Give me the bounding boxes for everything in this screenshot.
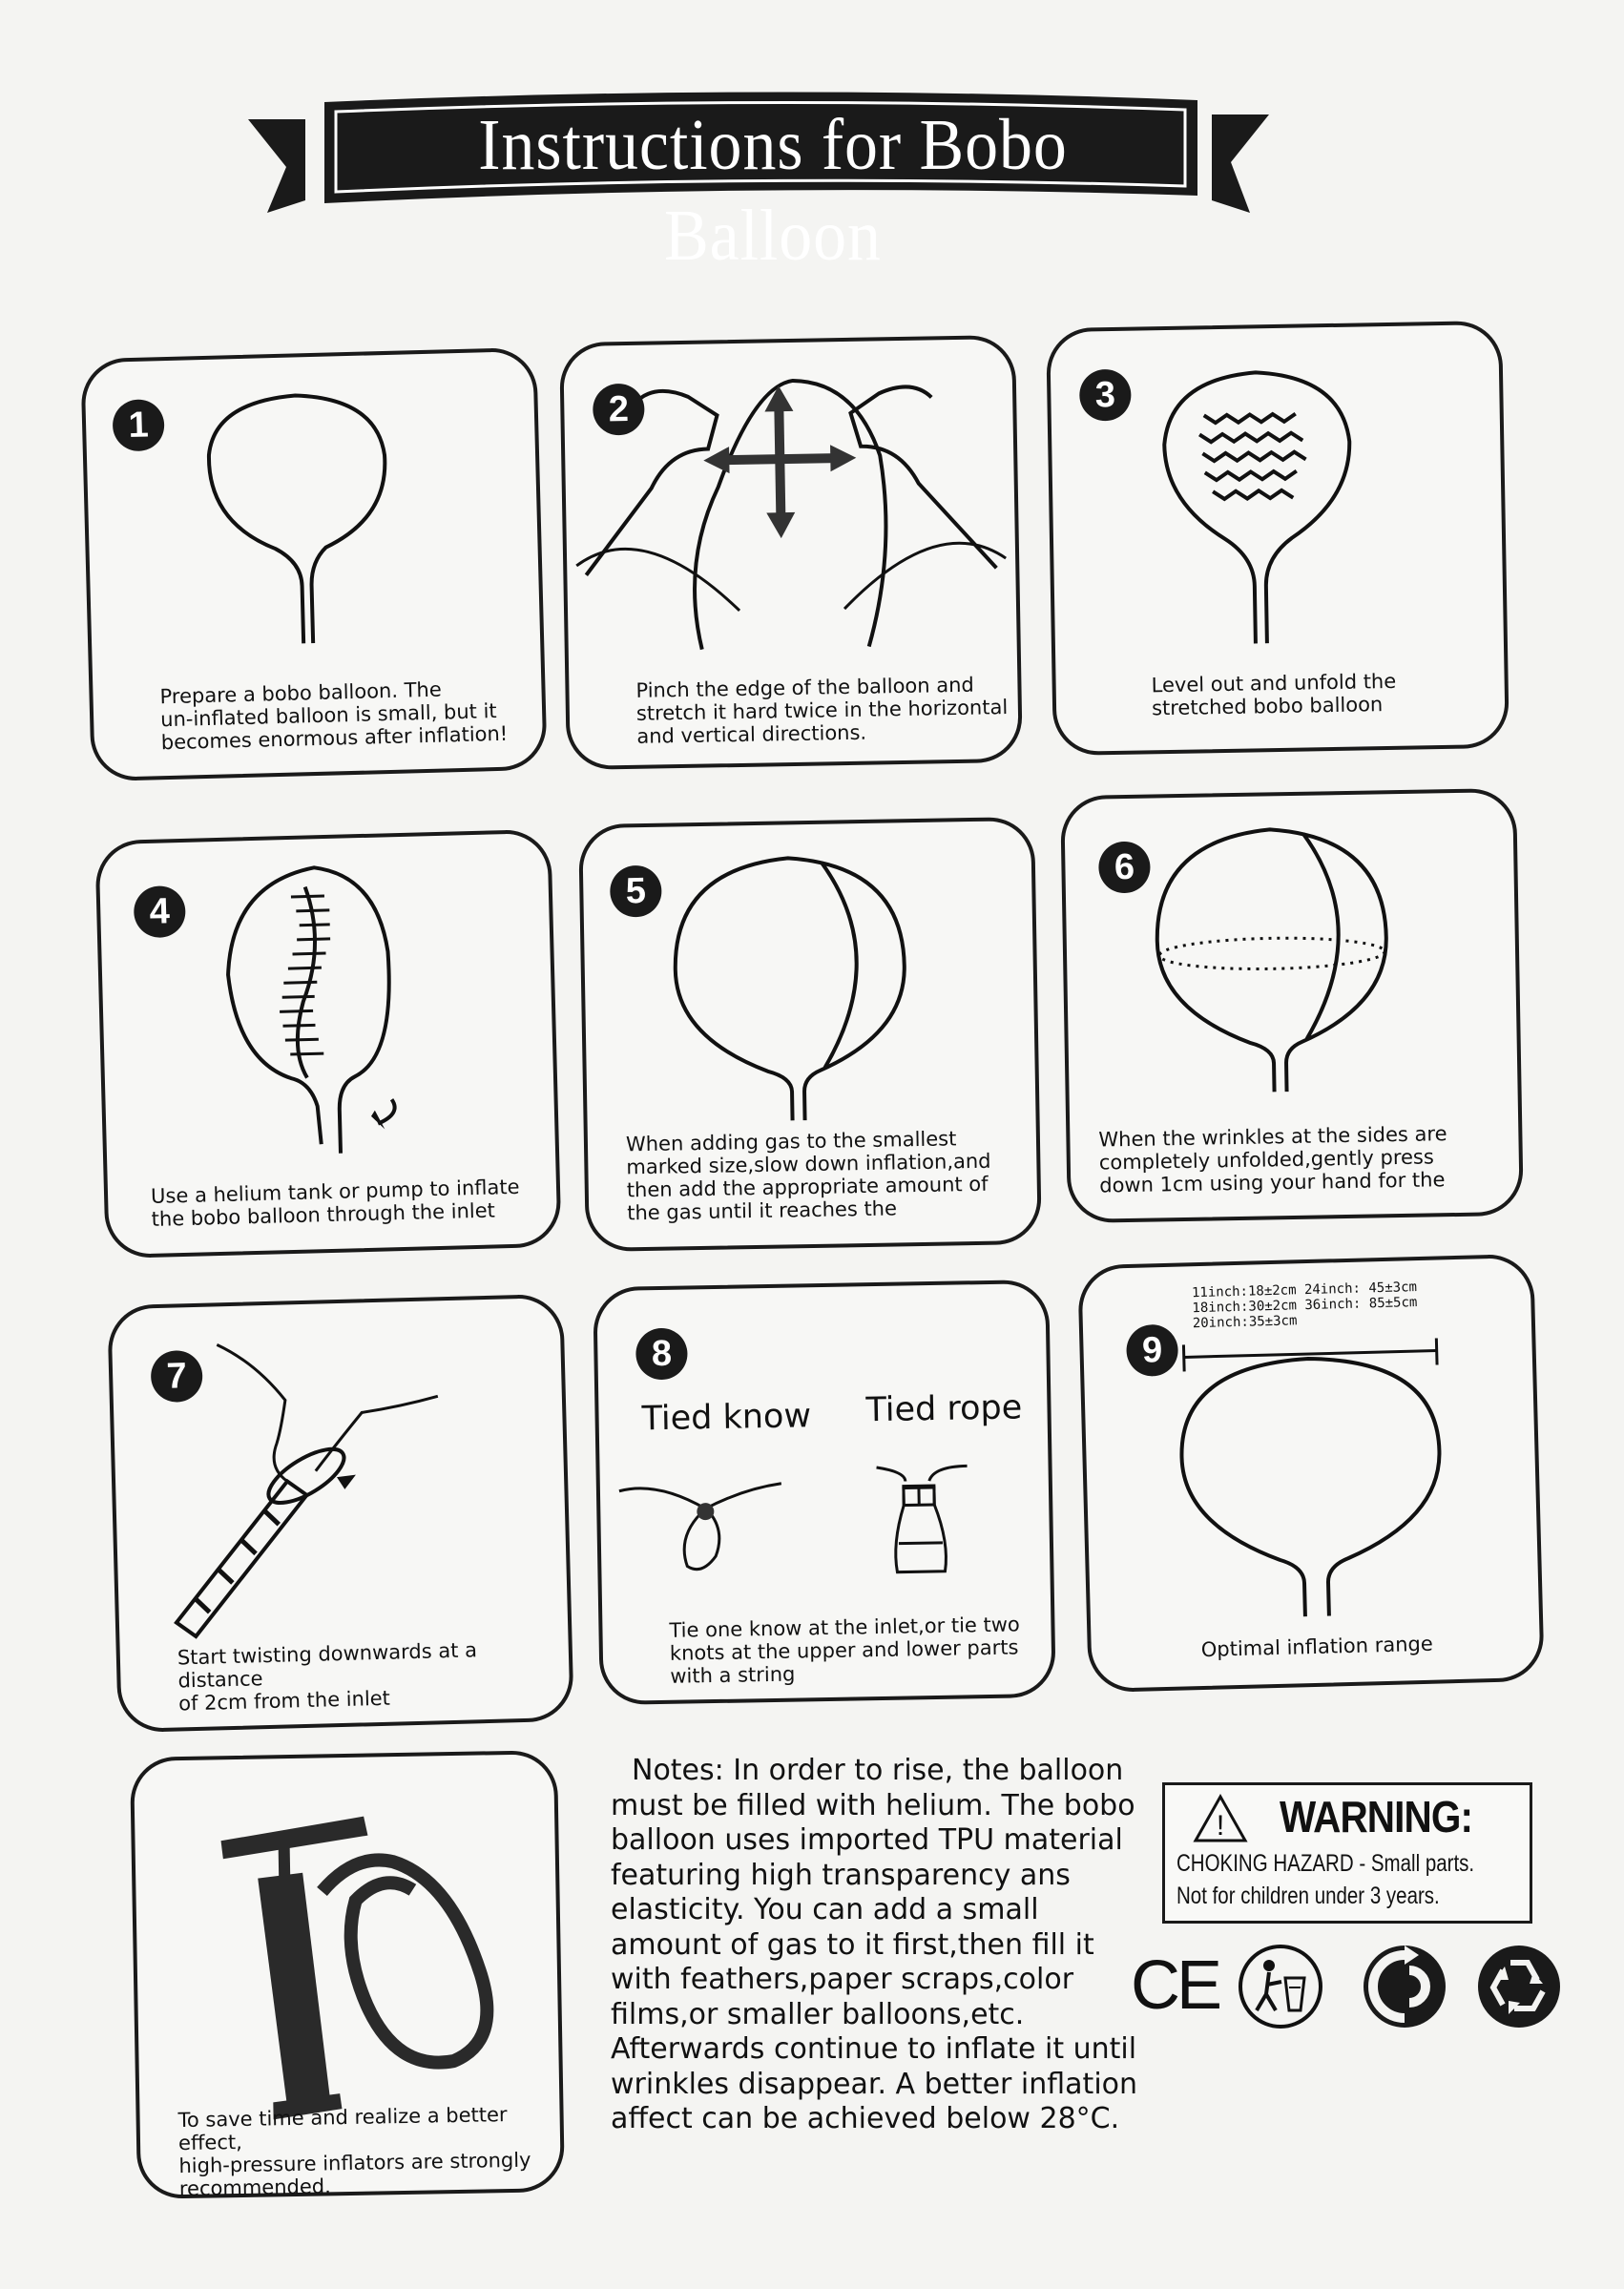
size-chart: 11inch:18±2cm 24inch: 45±3cm 18inch:30±2cm 36inch: 85±5cm 20inch:35±3cm (1191, 1280, 1418, 1332)
step-3-panel (1046, 321, 1509, 756)
svg-text:!: ! (1216, 1810, 1225, 1842)
step-2-panel (559, 335, 1023, 770)
step-5-caption: When adding gas to the smallest marked size,slow down inflation,and then add the appropriate amount of the gas until it reaches the (625, 1127, 991, 1225)
step-6-caption: When the wrinkles at the sides are completely unfolded,gently press down 1cm using your hand for the (1098, 1122, 1447, 1197)
step-9-panel (1077, 1254, 1545, 1693)
step-2-caption: Pinch the edge of the balloon and stretch it hard twice in the horizontal and vertical directions. (635, 673, 1009, 748)
warning-line-2: Not for children under 3 years. (1176, 1883, 1440, 1909)
step-6-panel (1060, 788, 1524, 1223)
step-2-number: 2 (593, 384, 645, 436)
notes-text: Notes: In order to rise, the balloon must be filled with helium. The bobo balloon uses imported TPU material featuring high transparency ans elasticity. You can add a small amount of gas to it first,then fill it with feathers,paper scraps,color films,or smaller balloons,etc. Afterwards continue to inflate it until wrinkles disappear. A better inflation affect can be achieved below 28°C. (611, 1754, 1138, 2135)
step-4-panel (94, 829, 561, 1259)
warning-box (1162, 1782, 1532, 1924)
step-7-caption: Start twisting downwards at a distance of 2cm from the inlet (177, 1638, 478, 1716)
step-3-number: 3 (1079, 369, 1132, 422)
pump-caption: To save time and realize a better effect, high-pressure inflators are strongly recommended. (177, 2103, 531, 2201)
tidyman-icon (1236, 1942, 1326, 2032)
step-3-caption: Level out and unfold the stretched bobo balloon (1151, 669, 1397, 720)
step-4-caption: Use a helium tank or pump to inflate the bobo balloon through the inlet (150, 1175, 520, 1231)
step-4-number: 4 (134, 885, 186, 938)
step-9-caption: Optimal inflation range (1200, 1632, 1434, 1662)
warning-title: WARNING: (1280, 1792, 1473, 1842)
warning-line-1: CHOKING HAZARD - Small parts. (1176, 1850, 1475, 1877)
step-8-panel (593, 1280, 1056, 1705)
green-dot-icon (1360, 1942, 1450, 2032)
tied-rope-label: Tied rope (865, 1388, 1023, 1430)
step-7-panel (107, 1294, 574, 1733)
step-5-panel (578, 817, 1042, 1252)
step-9-number: 9 (1126, 1324, 1178, 1377)
ce-mark: CE (1131, 1947, 1219, 2024)
pump-panel (130, 1750, 565, 2199)
step-5-number: 5 (610, 865, 662, 918)
recycle-icon (1474, 1942, 1565, 2032)
step-8-caption: Tie one know at the inlet,or tie two knots at the upper and lower parts with a string (669, 1613, 1021, 1688)
step-8-number: 8 (635, 1327, 688, 1380)
page-title: Instructions for Bobo Balloon (478, 105, 1068, 276)
step-7-number: 7 (150, 1350, 202, 1403)
step-6-number: 6 (1098, 842, 1151, 894)
tied-knot-label: Tied know (641, 1397, 812, 1439)
step-1-number: 1 (112, 399, 164, 451)
step-1-caption: Prepare a bobo balloon. The un-inflated balloon is small, but it becomes enormous after inflation! (159, 677, 509, 755)
warning-triangle-icon (1192, 1793, 1249, 1844)
step-1-panel (80, 347, 547, 781)
